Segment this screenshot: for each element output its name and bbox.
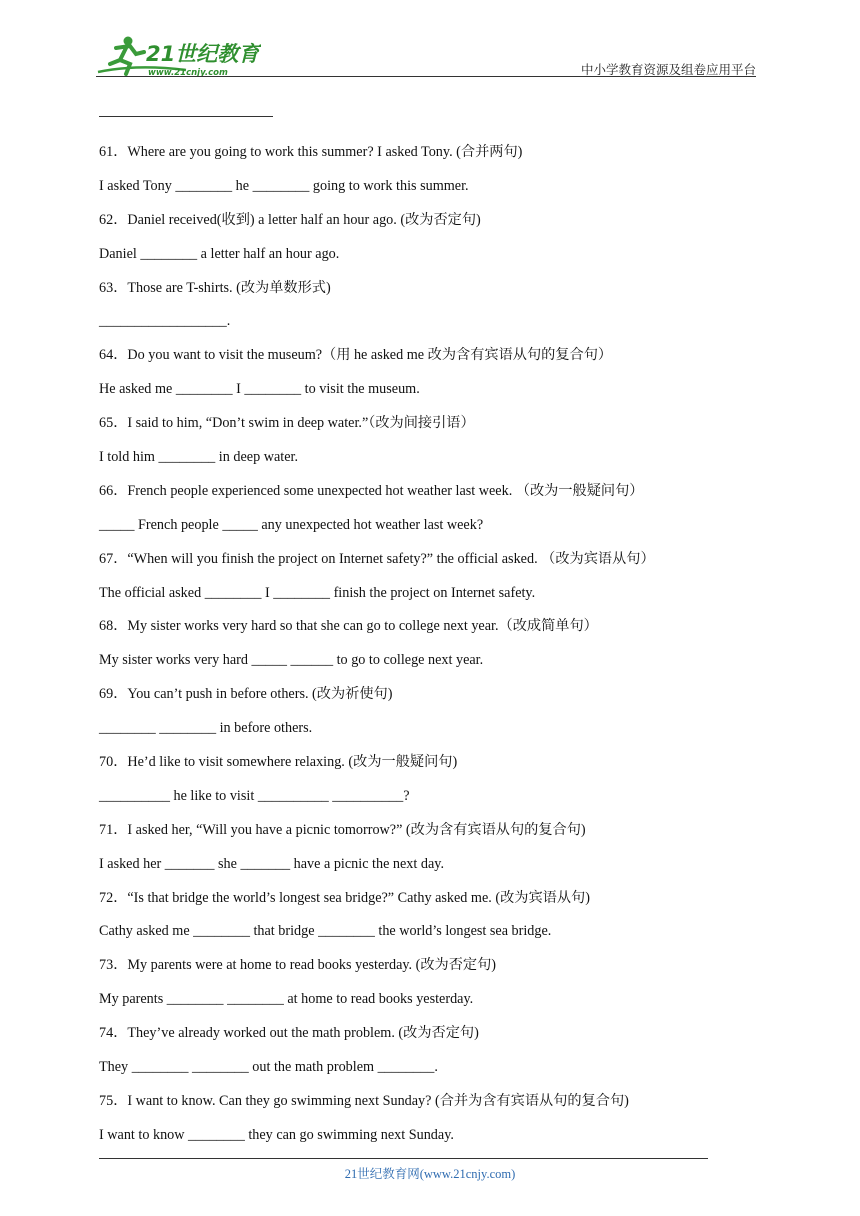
question-63: 63．Those are T-shirts. (改为单数形式) bbox=[99, 279, 331, 296]
answer-63: __________________. bbox=[99, 313, 231, 330]
header-divider bbox=[96, 76, 756, 77]
answer-74: They ________ ________ out the math problem ________. bbox=[99, 1059, 438, 1076]
question-65: 65．I said to him, “Don’t swim in deep water.”（改为间接引语） bbox=[99, 415, 475, 432]
question-66: 66．French people experienced some unexpected hot weather last week. （改为一般疑问句） bbox=[99, 482, 644, 499]
footer-link[interactable]: 21世纪教育网(www.21cnjy.com) bbox=[344, 1167, 516, 1181]
answer-71: I asked her _______ she _______ have a picnic the next day. bbox=[99, 855, 444, 872]
page-header bbox=[96, 30, 756, 78]
question-72: 72．“Is that bridge the world’s longest sea bridge?” Cathy asked me. (改为宾语从句) bbox=[99, 889, 590, 906]
answer-72: Cathy asked me ________ that bridge ________ the world’s longest sea bridge. bbox=[99, 923, 552, 940]
platform-label: 中小学教育资源及组卷应用平台 bbox=[580, 62, 756, 77]
logo-21cnjy bbox=[96, 34, 261, 78]
question-64: 64．Do you want to visit the museum?（用 he asked me 改为含有宾语从句的复合句） bbox=[99, 347, 613, 364]
answer-64: He asked me ________ I ________ to visit the museum. bbox=[99, 381, 420, 398]
answer-65: I told him ________ in deep water. bbox=[99, 449, 298, 466]
question-61: 61．Where are you going to work this summer? I asked Tony. (合并两句) bbox=[99, 144, 523, 160]
footer-divider bbox=[99, 1158, 708, 1159]
question-list bbox=[99, 103, 759, 1153]
svg-text:21世纪教育: 21世纪教育 bbox=[146, 42, 260, 66]
answer-73: My parents ________ ________ at home to read books yesterday. bbox=[99, 991, 474, 1008]
question-67: 67．“When will you finish the project on Internet safety?” the official asked. （改为宾语从句） bbox=[99, 550, 655, 567]
answer-75: I want to know ________ they can go swimming next Sunday. bbox=[99, 1126, 454, 1143]
question-70: 70．He’d like to visit somewhere relaxing. (改为一般疑问句) bbox=[99, 754, 458, 771]
answer-62: Daniel ________ a letter half an hour ago. bbox=[99, 245, 340, 262]
question-74: 74．They’ve already worked out the math problem. (改为否定句) bbox=[99, 1025, 479, 1042]
answer-blank-continued bbox=[99, 103, 759, 136]
question-62: 62．Daniel received(收到) a letter half an hour ago. (改为否定句) bbox=[99, 211, 481, 228]
question-69: 69．You can’t push in before others. (改为祈使句) bbox=[99, 686, 393, 703]
question-75: 75．I want to know. Can they go swimming next Sunday? (合并为含有宾语从句的复合句) bbox=[99, 1092, 629, 1109]
question-68: 68．My sister works very hard so that she can go to college next year.（改成简单句） bbox=[99, 618, 598, 635]
answer-67: The official asked ________ I ________ finish the project on Internet safety. bbox=[99, 584, 536, 601]
answer-70: __________ he like to visit __________ __________? bbox=[99, 787, 410, 804]
question-73: 73．My parents were at home to read books yesterday. (改为否定句) bbox=[99, 957, 497, 974]
question-71: 71．I asked her, “Will you have a picnic tomorrow?” (改为含有宾语从句的复合句) bbox=[99, 821, 586, 838]
svg-text:www.21cnjy.com: www.21cnjy.com bbox=[148, 68, 228, 78]
answer-68: My sister works very hard _____ ______ to go to college next year. bbox=[99, 652, 484, 669]
answer-61: I asked Tony ________ he ________ going to work this summer. bbox=[99, 177, 469, 194]
answer-69: ________ ________ in before others. bbox=[99, 720, 313, 737]
answer-66: _____ French people _____ any unexpected hot weather last week? bbox=[99, 516, 484, 533]
